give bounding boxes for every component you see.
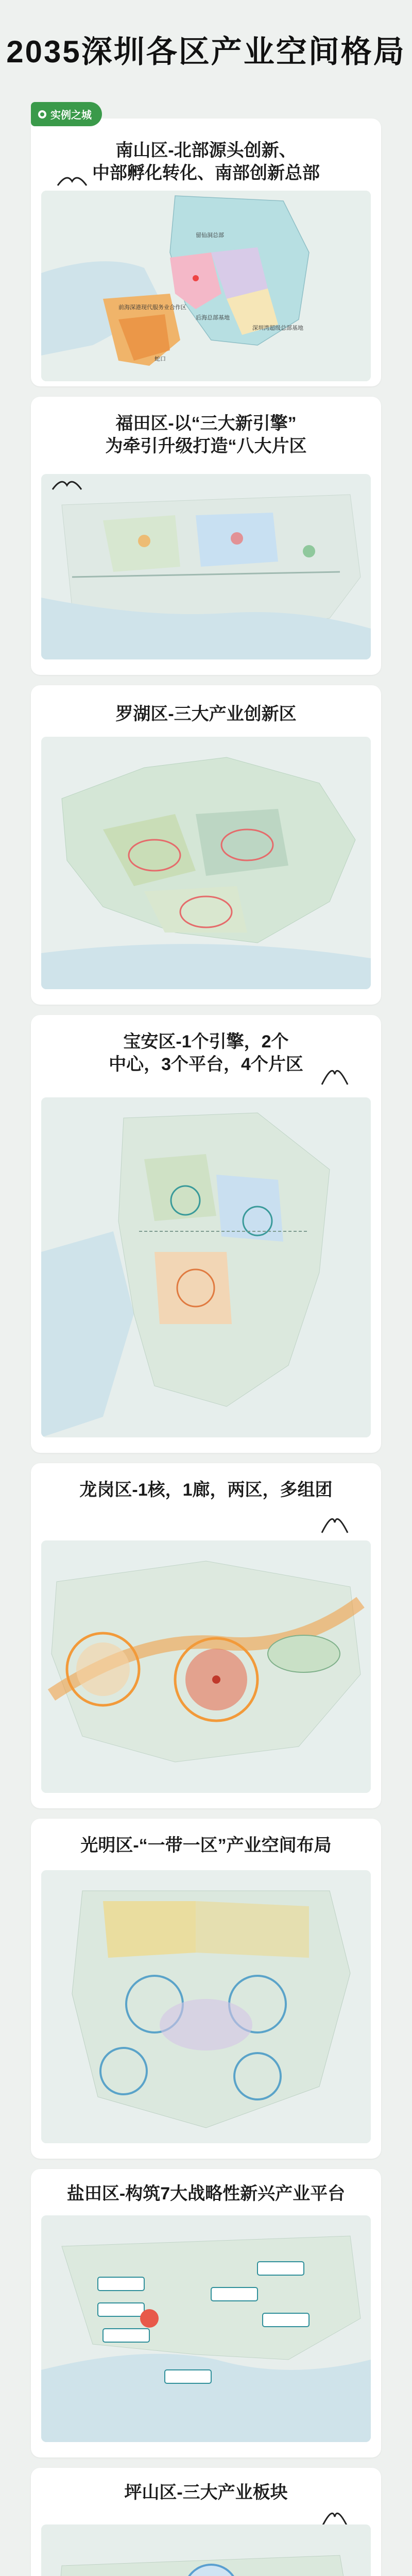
- map-luohu: [41, 737, 371, 989]
- section-title: [31, 2182, 381, 2205]
- map-label: 前海深港现代服务业合作区: [118, 304, 186, 311]
- map-graphic: [41, 191, 371, 381]
- page-title: 2035深圳各区产业空间格局: [6, 35, 406, 69]
- map-graphic: [41, 1540, 371, 1793]
- map-futian: [41, 474, 371, 659]
- section-card-futian: [31, 397, 381, 675]
- section-title-line: 宝安区-1个引擎，2个: [123, 1032, 289, 1052]
- map-label: 留仙洞总部: [196, 232, 224, 239]
- badge-dot-icon: [38, 110, 46, 118]
- bird-logo-icon: [319, 1510, 350, 1535]
- section-title-line: 坪山区-三大产业板块: [124, 2483, 288, 2502]
- section-title-line: 盐田区-构筑7大战略性新兴产业平台: [66, 2184, 346, 2204]
- map-longgang: [41, 1540, 371, 1793]
- badge-label: 实例之城: [50, 110, 92, 121]
- map-nanshan: [41, 191, 371, 381]
- section-card-guangming: [31, 1819, 381, 2159]
- section-card-yantian: [31, 2169, 381, 2458]
- section-title-line: 罗湖区-三大产业创新区: [115, 704, 297, 724]
- map-baoan: [41, 1097, 371, 1437]
- section-card-luohu: [31, 685, 381, 1005]
- map-yantian: [41, 2215, 371, 2442]
- section-card-nanshan: [31, 118, 381, 386]
- map-graphic: [41, 737, 371, 989]
- section-title-line: 中部孵化转化、南部创新总部: [92, 163, 320, 183]
- section-title-line: 中心，3个平台，4个片区: [109, 1055, 303, 1074]
- bird-logo-icon: [57, 170, 88, 191]
- section-card-baoan: [31, 1015, 381, 1453]
- map-guangming: [41, 1870, 371, 2143]
- section-title-line: 光明区-“一带一区”产业空间布局: [80, 1836, 332, 1855]
- section-title: [31, 2481, 381, 2504]
- map-label: 蛇口: [154, 356, 166, 362]
- section-title-line: 龙岗区-1核，1廊，两区，多组团: [79, 1480, 333, 1500]
- map-graphic: [41, 1097, 371, 1437]
- section-title: [31, 703, 381, 725]
- map-graphic: [41, 1870, 371, 2143]
- bird-logo-icon: [52, 474, 82, 495]
- map-graphic: [41, 2215, 371, 2442]
- section-card-longgang: [31, 1463, 381, 1808]
- brand-badge: [31, 102, 102, 126]
- section-title-line: 南山区-北部源头创新、: [115, 141, 297, 160]
- section-card-pingshan: [31, 2468, 381, 2576]
- section-title-line: 为牵引升级打造“八大片区: [105, 436, 307, 456]
- map-graphic: [41, 474, 371, 659]
- section-title-line: 福田区-以“三大新引擎”: [115, 414, 297, 433]
- section-title: [31, 412, 381, 457]
- map-label: 后海总部基地: [196, 315, 230, 321]
- map-pingshan: [41, 2524, 371, 2576]
- bird-logo-icon: [319, 1061, 350, 1087]
- section-title: [31, 1834, 381, 1857]
- map-graphic: [41, 2524, 371, 2576]
- section-title: [31, 1479, 381, 1501]
- map-label: 深圳湾超级总部基地: [252, 325, 303, 331]
